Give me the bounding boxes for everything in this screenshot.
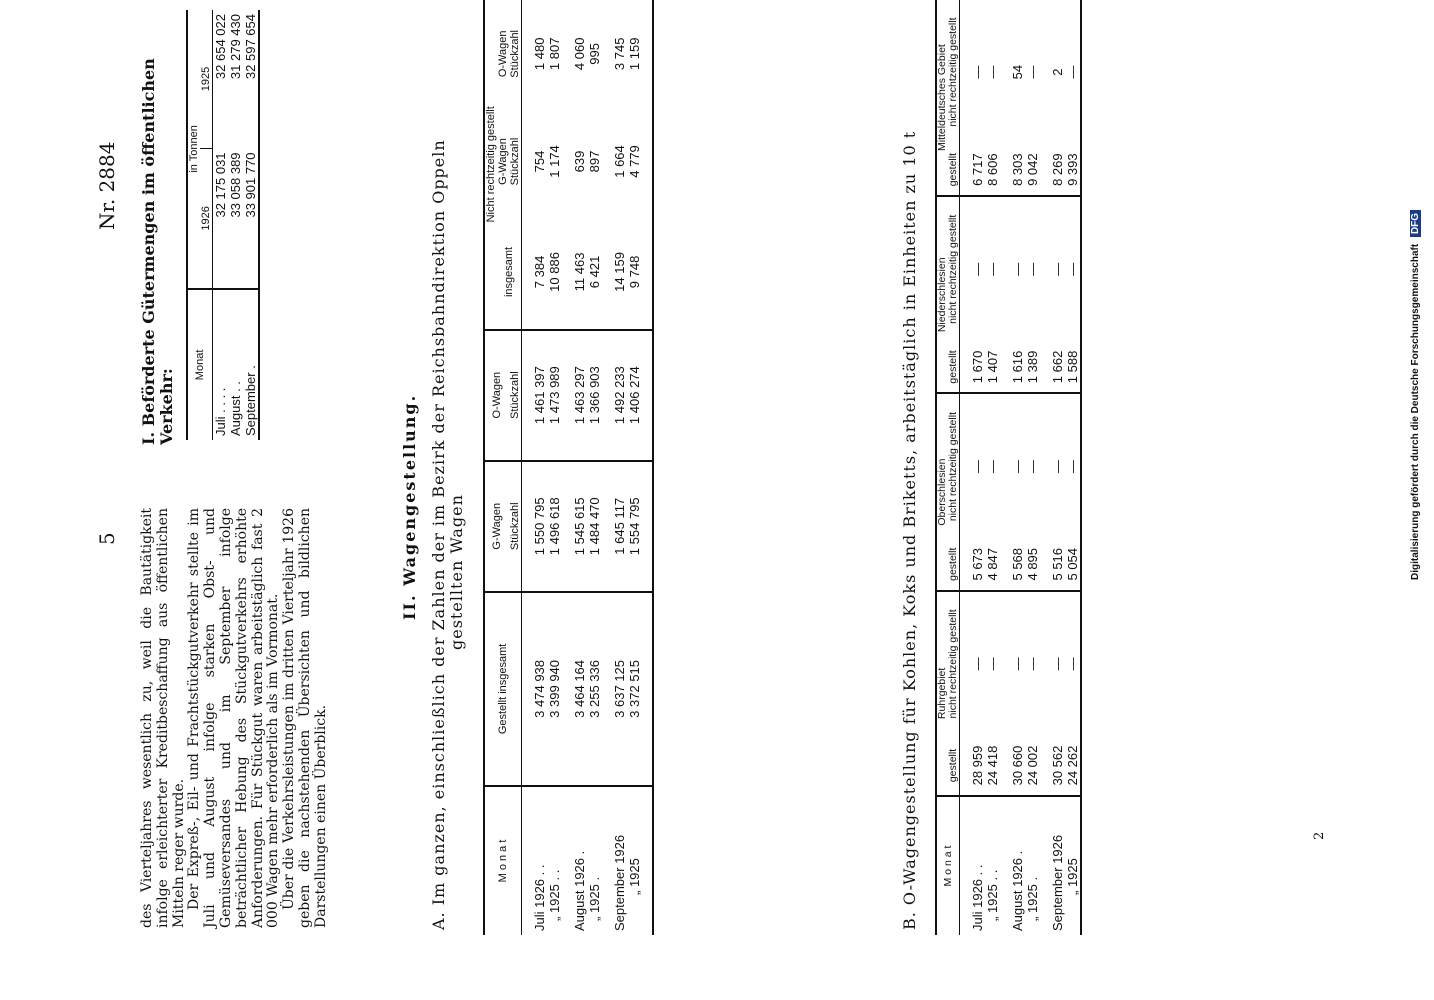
intro-text [140, 508, 330, 928]
b-col-gestellt: gestellt [948, 341, 960, 393]
goods-col-unit: in Tonnen [187, 10, 200, 289]
bottom-mark: 2 [1312, 831, 1327, 840]
dfg-logo: DFG [1410, 210, 1421, 237]
b-cell: — [1065, 657, 1080, 671]
a-row-label: „ 1925 . . [547, 869, 562, 921]
b-cell: 24 418 [985, 736, 1000, 796]
b-cell: — [970, 657, 985, 671]
b-cell: — [1010, 657, 1025, 671]
b-cell: 1 662 [1050, 341, 1065, 393]
b-cell: — [1025, 262, 1040, 276]
a-cell: 1 461 397 [532, 330, 547, 461]
b-cell: — [985, 65, 1000, 79]
a-col-monat: M o n a t [497, 839, 509, 883]
table-row [612, 0, 627, 935]
b-col-nicht: nicht rechtzeitig gestellt [947, 412, 959, 522]
a-col-nicht: Nicht rechtzeitig gestellt [484, 0, 497, 330]
b-cell: — [985, 657, 1000, 671]
a-cell: 1 366 903 [587, 330, 602, 461]
table-row [243, 10, 259, 440]
a-cell: 1 545 615 [572, 461, 587, 592]
b-cell: — [1050, 262, 1065, 276]
b-cell: — [1050, 460, 1065, 474]
a-cell: 995 [587, 42, 602, 65]
a-cell: 1 550 795 [532, 461, 547, 592]
a-cell: 1 645 117 [612, 461, 627, 592]
b-cell: — [1025, 65, 1040, 79]
b-row-label: September 1926 [1050, 834, 1065, 931]
a-cell: 3 464 164 [572, 592, 587, 786]
b-cell: 4 895 [1025, 539, 1040, 591]
a-cell: 3 474 938 [532, 592, 547, 786]
table-row [970, 0, 985, 935]
b-cell: 30 562 [1050, 736, 1065, 796]
a-cell: 1 174 [547, 145, 562, 178]
b-cell: 54 [1010, 64, 1025, 80]
goods-value: 32 654 022 [213, 14, 228, 80]
a-col-insgesamt: insgesamt [497, 215, 522, 329]
b-region-niederschlesien: Niederschlesien [936, 196, 948, 393]
b-col-gestellt: gestellt [948, 144, 960, 196]
subsection-b-title: B. O-Wagengestellung für Kohlen, Koks und Briketts, arbeitstäglich in Einheiten zu 10 t [900, 130, 919, 930]
b-cell: 9 393 [1065, 144, 1081, 196]
a-cell: 1 463 297 [572, 330, 587, 461]
table-row [228, 10, 243, 440]
table-row [627, 0, 642, 935]
a-row-label: August 1926 . [572, 850, 587, 931]
a-col-stueck-no: Stückzahl [509, 29, 521, 78]
wagon-table-b [935, 0, 1082, 935]
table-row [547, 0, 562, 935]
goods-row-label: August . . [228, 381, 243, 436]
b-col-monat: M o n a t [941, 845, 954, 887]
a-cell: 1 807 [547, 37, 562, 71]
table-row [587, 0, 602, 935]
b-cell: 5 568 [1010, 539, 1025, 591]
a-cell: 897 [587, 150, 602, 173]
b-cell: 1 616 [1010, 341, 1025, 393]
goods-value: 31 279 430 [228, 14, 243, 80]
a-row-label: „ 1925 [627, 858, 642, 895]
a-col-stueck-g: Stückzahl [509, 461, 522, 592]
a-cell: 14 159 [612, 215, 627, 329]
wagon-table-a [483, 0, 654, 935]
b-cell: 1 389 [1025, 341, 1040, 393]
b-cell: — [1010, 460, 1025, 474]
b-region-mitteldeutsch: Mitteldeutsches Gebiet [936, 0, 948, 196]
b-cell: — [970, 460, 985, 474]
b-cell: 1 670 [970, 341, 985, 393]
b-cell: 6 717 [970, 144, 985, 196]
a-cell: 10 886 [547, 215, 562, 329]
b-col-nicht: nicht rechtzeitig gestellt [947, 17, 959, 127]
b-cell: 8 606 [985, 144, 1000, 196]
table-row [572, 0, 587, 935]
a-cell: 3 255 336 [587, 592, 602, 786]
a-cell: 1 484 470 [587, 461, 602, 592]
digitization-credit [1410, 0, 1421, 580]
b-cell: 28 959 [970, 736, 985, 796]
table-row [1025, 0, 1040, 935]
a-cell: 7 384 [532, 215, 547, 329]
b-cell: — [985, 262, 1000, 276]
b-cell: 5 516 [1050, 539, 1065, 591]
a-col-nicht-o: O-Wagen [497, 30, 509, 78]
a-cell: 6 421 [587, 215, 602, 329]
a-cell: 1 554 795 [627, 461, 642, 592]
a-cell: 3 399 940 [547, 592, 562, 786]
a-row-label: Juli 1926 . . [532, 864, 547, 931]
a-cell: 639 [572, 150, 587, 173]
intro-paragraph-3: Über die Verkehrsleistungen im dritten Vierteljahr 1926 geben die nachstehenden Übersichten und bildlichen Darstellungen einen Überblick. [281, 508, 329, 928]
table-row [1050, 0, 1065, 935]
table-row [532, 0, 547, 935]
b-cell: 8 269 [1050, 144, 1065, 196]
goods-table [186, 10, 260, 440]
a-cell: 9 748 [627, 215, 642, 329]
b-col-nicht: nicht rechtzeitig gestellt [947, 609, 959, 719]
table-row [1065, 0, 1081, 935]
document-number: Nr. 2884 [95, 141, 119, 230]
goods-value: 32 175 031 [213, 148, 229, 288]
b-row-label: „ 1925 . . [985, 869, 1000, 921]
subsection-a-title [430, 40, 466, 930]
b-cell: 2 [1050, 68, 1065, 76]
goods-row-label: September . [243, 365, 258, 436]
b-row-label: August 1926 . [1010, 850, 1025, 931]
a-row-label: „ 1925 . [587, 876, 602, 921]
a-cell: 754 [532, 150, 547, 173]
goods-col-1926: 1926 [200, 148, 213, 288]
b-cell: — [1010, 262, 1025, 276]
b-cell: 4 847 [985, 539, 1000, 591]
b-region-oberschlesien: Oberschlesien [936, 393, 948, 590]
section2-title: II. Wagengestellung. [400, 393, 419, 620]
b-cell: 30 660 [1010, 736, 1025, 796]
b-col-nicht: nicht rechtzeitig gestellt [947, 214, 959, 324]
b-cell: — [1065, 262, 1080, 276]
goods-value: 33 901 770 [243, 148, 259, 288]
a-cell: 11 463 [572, 215, 587, 329]
section1-title: I. Beförderte Gütermengen im öffentlichen Verkehr: [139, 58, 176, 445]
goods-value: 33 058 389 [228, 148, 243, 288]
a-cell: 1 159 [627, 37, 642, 71]
a-cell: 1 496 618 [547, 461, 562, 592]
intro-paragraph-2: Der Expreß-, Eil- und Frachtstückgutverkehr stellte im Juli und August infolge starken Obst- und Gemüseversandes und im September infolge beträchtlicher Hebung des Stückgutverkehrs erhöhte Anforderungen. Für Stückgut waren arbeitstäglich fast 2 000 Wagen mehr erforderlich als im Vormonat. [186, 508, 282, 928]
a-cell: 1 406 274 [627, 330, 642, 461]
b-row-label: „ 1925 . [1025, 876, 1040, 921]
b-cell: — [1065, 460, 1080, 474]
goods-value: 32 597 654 [243, 14, 258, 80]
a-cell: 3 372 515 [627, 592, 642, 786]
goods-col-monat: Monat [187, 289, 213, 440]
page-number: 5 [95, 532, 119, 545]
a-cell: 1 473 989 [547, 330, 562, 461]
b-cell: 9 042 [1025, 144, 1040, 196]
a-cell: 4 060 [572, 37, 587, 71]
b-cell: 24 262 [1065, 736, 1081, 796]
goods-col-1925: 1925 [200, 10, 213, 148]
a-cell: 1 664 [612, 145, 627, 178]
b-col-gestellt: gestellt [948, 539, 960, 591]
b-row-label: „ 1925 [1065, 858, 1080, 895]
b-cell: — [1025, 657, 1040, 671]
b-region-ruhr: Ruhrgebiet [936, 591, 948, 796]
b-cell: 1 407 [985, 341, 1000, 393]
a-col-stueck-ng: Stückzahl [509, 137, 521, 186]
subsection-a-line1: A. Im ganzen, einschließlich der Zahlen der im Bezirk der Reichsbahndirektion Oppeln [429, 139, 448, 930]
a-cell: 4 779 [627, 145, 642, 178]
table-row [985, 0, 1000, 935]
a-col-o: O-Wagen [484, 330, 509, 461]
a-row-label: September 1926 [612, 834, 627, 931]
b-cell: 5 054 [1065, 539, 1081, 591]
b-cell: — [1065, 65, 1080, 79]
goods-row-label: Juli . . . . [213, 387, 228, 436]
b-cell: 5 673 [970, 539, 985, 591]
a-col-nicht-g: G-Wagen [497, 138, 509, 185]
a-cell: 3 637 125 [612, 592, 627, 786]
b-cell: — [1025, 460, 1040, 474]
b-cell: — [1050, 657, 1065, 671]
b-cell: 24 002 [1025, 736, 1040, 796]
a-cell: 1 492 233 [612, 330, 627, 461]
table-row [1010, 0, 1025, 935]
a-col-g: G-Wagen [484, 461, 509, 592]
intro-paragraph-1: des Vierteljahres wesentlich zu, weil die Bautätigkeit infolge erleichterter Kreditbeschaffung aus öffentlichen Mitteln reger wurde. [139, 508, 187, 928]
b-cell: 1 588 [1065, 341, 1081, 393]
b-cell: — [985, 460, 1000, 474]
b-col-gestellt: gestellt [948, 736, 960, 796]
a-cell: 3 745 [612, 37, 627, 71]
b-cell: 8 303 [1010, 144, 1025, 196]
subsection-a-line2: gestellten Wagen [447, 494, 466, 650]
b-row-label: Juli 1926 . . [970, 864, 985, 931]
a-cell: 1 480 [532, 37, 547, 71]
table-row [213, 10, 229, 440]
b-cell: — [970, 65, 985, 79]
a-col-stueck-o: Stückzahl [509, 330, 522, 461]
credit-text: Digitalisierung gefördert durch die Deutsche Forschungsgemeinschaft [1410, 243, 1421, 580]
b-cell: — [970, 262, 985, 276]
a-col-gestellt: Gestellt insgesamt [484, 592, 522, 786]
